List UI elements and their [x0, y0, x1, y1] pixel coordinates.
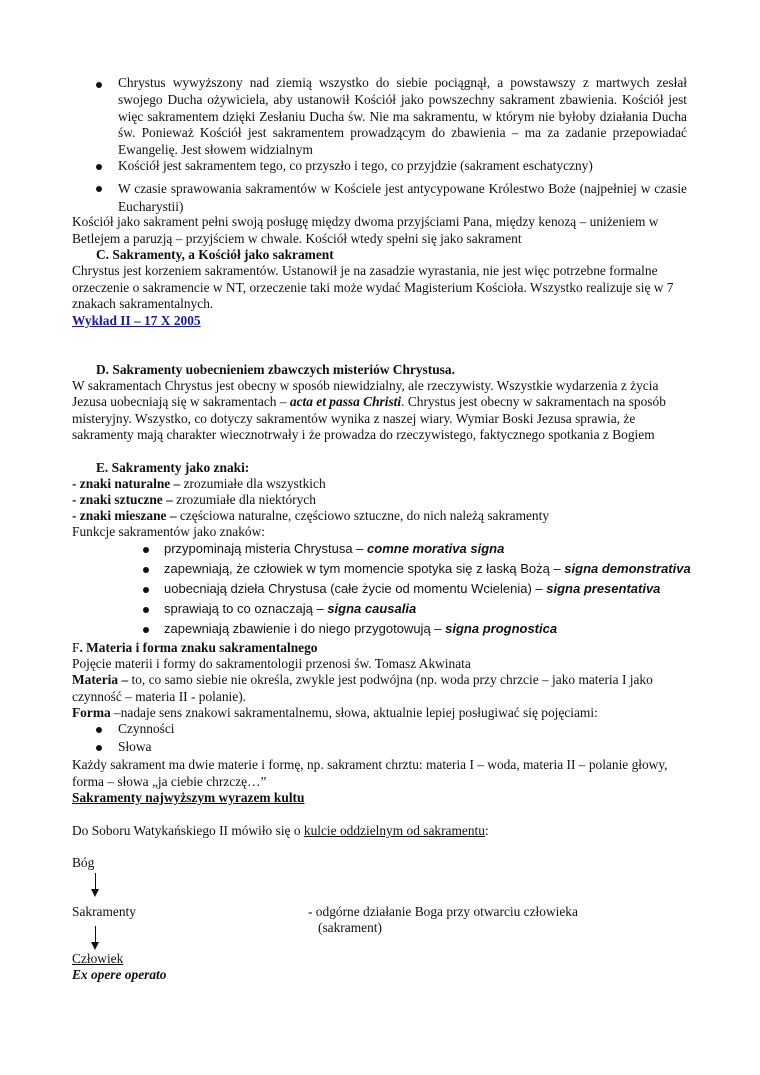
sign-type-desc: częściowa naturalne, częściowo sztuczne, do nich należą sakramenty	[176, 508, 550, 523]
bullet-dot	[143, 607, 149, 613]
function-text: zapewniają, że człowiek w tym momencie spotyka się z łaską Bożą –	[164, 561, 565, 576]
bullet-text-2: Kościół jest sakramentem tego, co przyszło i tego, co przyjdzie (sakrament eschatyczny)	[118, 158, 593, 173]
bullet-dot	[143, 567, 149, 573]
bullet-text-3: W czasie sprawowania sakramentów w Kościele jest antycypowane Królestwo Boże (najpełniej w czasie Eucharystii)	[118, 181, 687, 214]
lecture-link[interactable]: Wykład II – 17 X 2005	[72, 313, 201, 328]
diagram-note-line1: - odgórne działanie Boga przy otwarciu człowieka	[308, 904, 578, 919]
bullet-dot	[143, 587, 149, 593]
arrow-down-icon	[91, 942, 99, 950]
materia-definition	[72, 672, 688, 705]
materia-desc: to, co samo siebie nie określa, zwykle jest podwójna (np. woda przy chrzcie – jako materia I jako czynność – materia II - polanie).	[72, 672, 653, 704]
arrow-shaft	[95, 873, 96, 890]
function-item-4	[164, 601, 416, 617]
paragraph-sobor	[72, 823, 489, 839]
sign-type-natural	[72, 476, 326, 492]
forma-item-1: Czynności	[118, 721, 175, 736]
heading-e: E. Sakramenty jako znaki:	[96, 460, 250, 475]
heading-f	[72, 640, 317, 656]
sign-type-mixed	[72, 508, 549, 524]
sobor-text: Do Soboru Watykańskiego II mówiło się o	[72, 823, 304, 838]
function-latin: signa causalia	[327, 601, 417, 616]
sign-type-term: - znaki naturalne –	[72, 476, 181, 491]
paragraph-f: Pojęcie materii i formy do sakramentologii przenosi św. Tomasz Akwinata	[72, 656, 471, 671]
diagram-sakramenty: Sakramenty	[72, 904, 136, 919]
paragraph-d-part1: W sakramentach Chrystus jest obecny w sposób niewidzialny, ale rzeczywisty. Wszystkie wydarzenia z życia Jezusa uobecniają się w sakramentach –	[72, 378, 659, 410]
function-text: zapewniają zbawienie i do niego przygotowują –	[164, 621, 446, 636]
diagram-ex-opere: Ex opere operato	[72, 967, 167, 982]
sobor-end: :	[484, 823, 489, 838]
forma-definition	[72, 705, 598, 721]
diagram-czlowiek: Człowiek	[72, 951, 124, 966]
sign-type-term: - znaki mieszane –	[72, 508, 177, 523]
function-latin: signa prognostica	[445, 621, 558, 636]
paragraph-d-part2: . Chrystus jest obecny w sakramentach na sposób misteryjny. Wszystko, co dotyczy sakramentów wynika z naszej wiary. Wymiar Boski Jezusa sprawia, że sakramenty mają charakter wiecznotrwały i że prowadza do rzeczywistego, faktycznego spotkania z Bogiem	[72, 394, 666, 443]
sign-type-desc: zrozumiałe dla wszystkich	[180, 476, 326, 491]
sobor-underlined: kulcie oddzielnym od sakramentu	[303, 823, 485, 838]
heading-f-title: . Materia i forma znaku sakramentalnego	[79, 640, 318, 655]
function-item-5	[164, 621, 557, 637]
function-latin: comne morativa signa	[367, 541, 505, 556]
heading-f-letter: F	[72, 640, 80, 655]
function-text: sprawiają to co oznaczają –	[164, 601, 328, 616]
paragraph-kazdy: Każdy sakrament ma dwie materie i formę, np. sakrament chrztu: materia I – woda, materia II – polanie głowy, forma – słowa „ja ciebie chrzczę…”	[72, 757, 668, 789]
forma-term: Forma	[72, 705, 111, 720]
forma-desc: –nadaje sens znakowi sakramentalnemu, słowa, aktualnie lepiej posługiwać się pojęciami:	[110, 705, 598, 720]
function-item-2	[164, 561, 691, 577]
function-item-3	[164, 581, 660, 597]
bullet-dot	[96, 186, 102, 192]
heading-d: D. Sakramenty uobecnieniem zbawczych misteriów Chrystusa.	[96, 362, 455, 377]
bullet-dot	[96, 727, 102, 733]
function-item-1	[164, 541, 504, 557]
function-text: uobecniają dzieła Chrystusa (całe życie od momentu Wcielenia) –	[164, 581, 547, 596]
sign-type-desc: zrozumiałe dla niektórych	[172, 492, 316, 507]
functions-intro: Funkcje sakramentów jako znaków:	[72, 524, 265, 539]
bullet-dot	[143, 547, 149, 553]
bullet-dot	[143, 627, 149, 633]
arrow-down-icon	[91, 889, 99, 897]
heading-c: C. Sakramenty, a Kościół jako sakrament	[96, 247, 334, 262]
paragraph-d-latin: acta et passa Christi	[289, 394, 402, 410]
materia-term: Materia –	[72, 672, 129, 687]
bullet-dot	[96, 82, 102, 88]
bullet-dot	[96, 164, 102, 170]
forma-item-2: Słowa	[118, 739, 152, 754]
sign-type-artificial	[72, 492, 316, 508]
diagram-note-line2: (sakrament)	[318, 920, 382, 935]
function-text: przypominają misteria Chrystusa –	[164, 541, 368, 556]
arrow-shaft	[95, 926, 96, 943]
bullet-text-1: Chrystus wywyższony nad ziemią wszystko do siebie pociągnął, a powstawszy z martwych zesłał swojego Ducha ożywiciela, aby ustanowił Kościół jako powszechny sakrament zbawienia. Kościół jest więc sakramentem dzięki Zesłaniu Ducha św. Nie ma sakramentu, w którym nie byłoby działania Ducha św. Ponieważ Kościół jest sakramentem prowadzącym do zbawienia – ma za zadanie przepowiadać Ewangelię. Jest słowem widzialnym	[118, 75, 687, 158]
sign-type-term: - znaki sztuczne –	[72, 492, 173, 507]
paragraph-kosciol: Kościół jako sakrament pełni swoją posługę między dwoma przyjściami Pana, między kenozą – uniżeniem w Betlejem a paruzją – przyjściem w chwale. Kościół wtedy spełni się jako sakrament	[72, 214, 659, 246]
paragraph-d	[72, 378, 688, 444]
paragraph-c: Chrystus jest korzeniem sakramentów. Ustanowił je na zasadzie wyrastania, nie jest więc potrzebne formalne orzeczenie o sakramencie w NT, orzeczenie taki może wydać Magisterium Kościoła. Wszystko realizuje się w 7 znakach sakramentalnych.	[72, 263, 674, 311]
function-latin: signa demonstrativa	[564, 561, 691, 576]
heading-kult: Sakramenty najwyższym wyrazem kultu	[72, 790, 305, 805]
diagram-bog: Bóg	[72, 855, 95, 870]
bullet-dot	[96, 745, 102, 751]
function-latin: signa presentativa	[546, 581, 661, 596]
